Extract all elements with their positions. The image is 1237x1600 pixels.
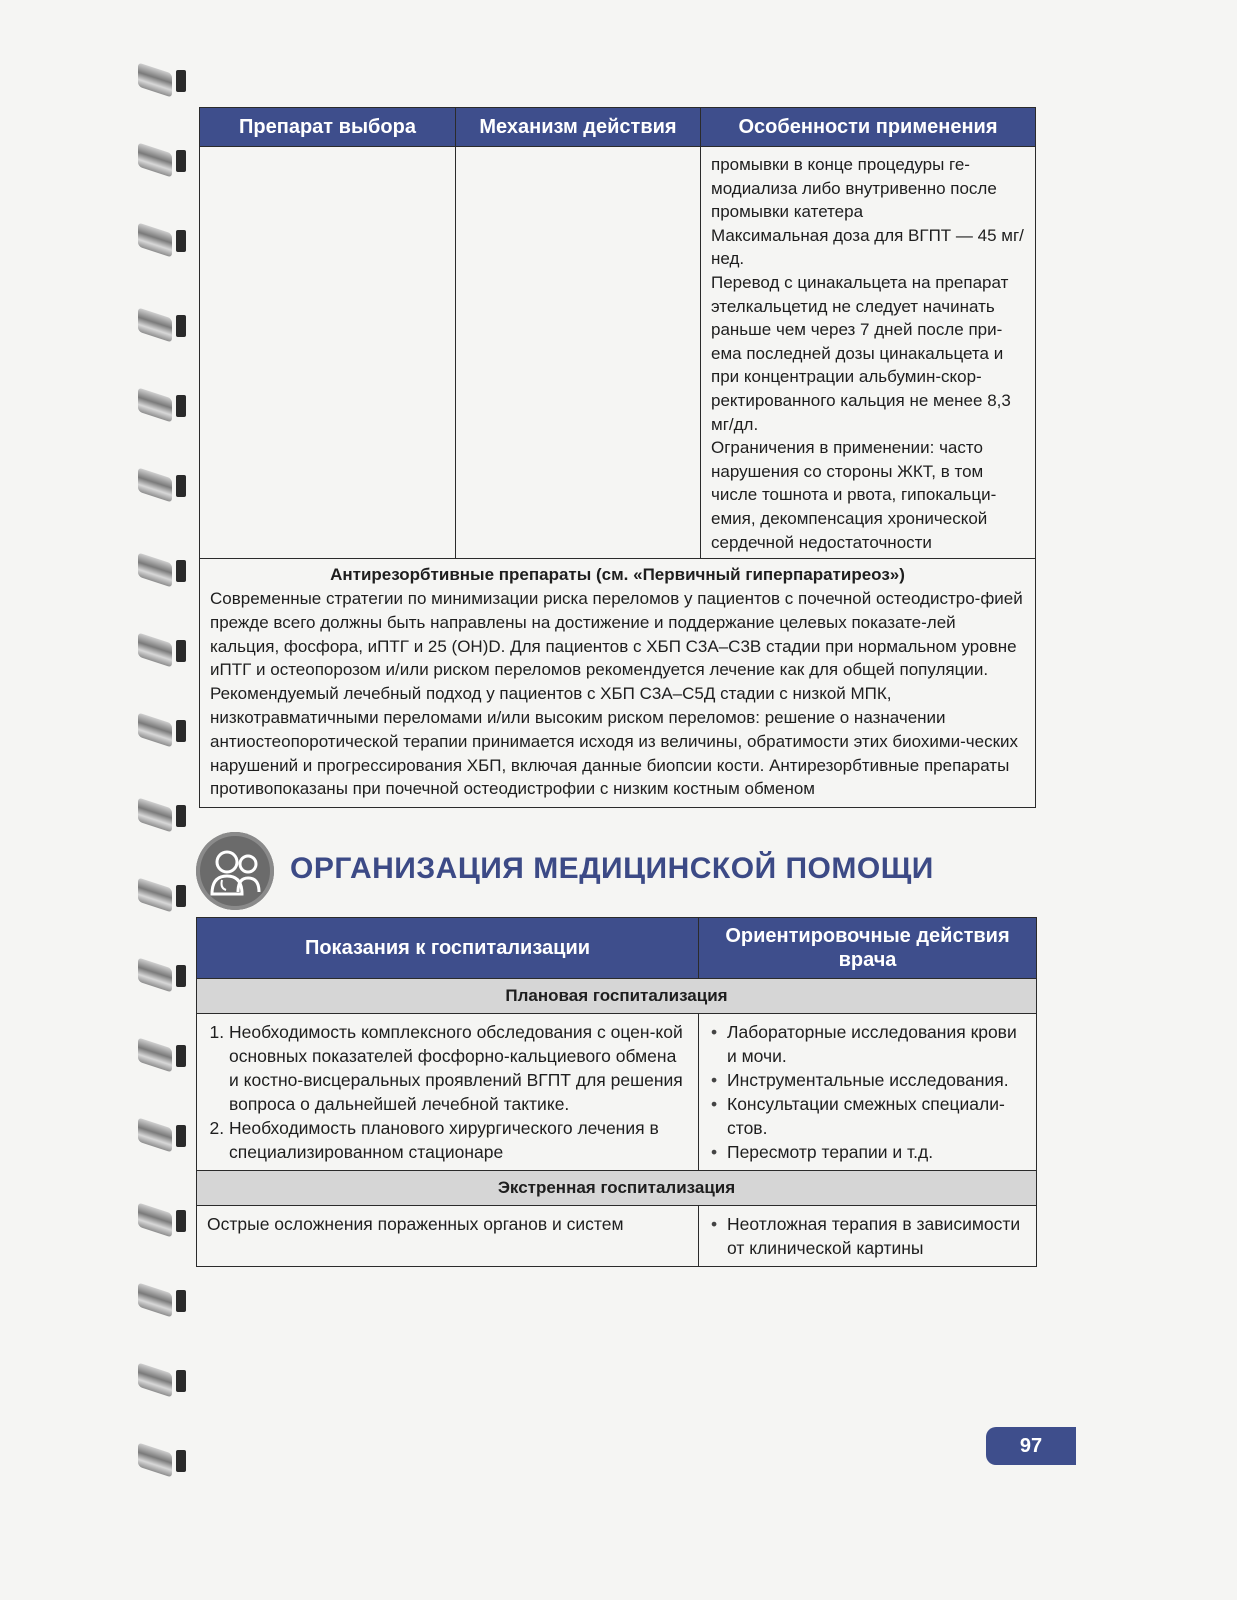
page-number: 97 bbox=[986, 1427, 1076, 1465]
section-heading bbox=[196, 832, 1036, 912]
mechanism-cell-empty bbox=[456, 147, 701, 559]
emergency-actions-cell bbox=[699, 1206, 1037, 1267]
emergency-subheader-row bbox=[197, 1171, 1037, 1206]
list-item: 2. Необходимость планового хирургического лечения в специализированном стационаре bbox=[229, 1116, 688, 1164]
emergency-hospitalization-label: Экстренная госпитализация bbox=[197, 1171, 1037, 1206]
table-row bbox=[200, 147, 1036, 559]
list-item: • Пересмотр терапии и т.д. bbox=[727, 1140, 1026, 1164]
header-drug-of-choice: Препарат выбора bbox=[200, 108, 456, 147]
section-title: ОРГАНИЗАЦИЯ МЕДИЦИНСКОЙ ПОМОЩИ bbox=[290, 852, 934, 885]
list-item: • Неотложная терапия в зависимости от клинической картины bbox=[727, 1212, 1026, 1260]
planned-hospitalization-label: Плановая госпитализация bbox=[197, 979, 1037, 1014]
antiresorptive-block bbox=[200, 559, 1036, 808]
list-item: 1. Необходимость комплексного обследования с оцен-кой основных показателей фосфорно-кальциевого обмена и костно-висцеральных проявлений ВГПТ для решения вопроса о дальнейшей лечебной тактике. bbox=[229, 1020, 688, 1116]
features-paragraph: промывки в конце процедуры ге-модиализа либо внутривенно после промывки катетера bbox=[711, 155, 997, 222]
features-paragraph: Максимальная доза для ВГПТ — 45 мг/нед. bbox=[711, 225, 1024, 269]
antiresorptive-title: Антирезорбтивные препараты (см. «Первичный гиперпаратиреоз») bbox=[330, 565, 905, 585]
features-cell bbox=[701, 147, 1036, 559]
spiral-binding bbox=[134, 60, 190, 1520]
header-indications: Показания к госпитализации bbox=[197, 918, 699, 979]
features-paragraph: Ограничения в применении: часто нарушения со стороны ЖКТ, в том числе тошнота и рвота, гипокальци-емия, декомпенсация хронической сердечной недостаточности bbox=[711, 438, 997, 552]
list-item: • Инструментальные исследования. bbox=[727, 1068, 1026, 1092]
doctors-icon bbox=[196, 832, 274, 910]
drug-table-header-row bbox=[200, 108, 1036, 147]
table-row bbox=[197, 1014, 1037, 1171]
hospitalization-table bbox=[196, 917, 1037, 1267]
table-row bbox=[197, 1206, 1037, 1267]
list-item: • Лабораторные исследования крови и мочи. bbox=[727, 1020, 1026, 1068]
planned-indications-cell bbox=[197, 1014, 699, 1171]
header-features: Особенности применения bbox=[701, 108, 1036, 147]
antiresorptive-text: Современные стратегии по минимизации риска переломов у пациентов с почечной остеодистро-фией прежде всего должны быть направлены на достижение и поддержание целевых показате-лей кальция, фосфора, иПТГ и 25 (OH)D. Для пациентов с ХБП С3А–С3В стадии при нормальном уровне иПТГ и остеопорозом и/или риском переломов рекомендуется лечение как для общей популяции. Рекомендуемый лечебный подход у пациентов с ХБП С3А–С5Д стадии с низкой МПК, низкотравматичными переломами и/или высоким риском переломов: решение о назначении антиостеопоротической терапии принимается исходя из величины, обратимости этих биохими-ческих нарушений и прогрессирования ХБП, включая данные биопсии кости. Антирезорбтивные препараты противопоказаны при почечной остеодистрофии с низким костным обменом bbox=[210, 589, 1023, 799]
table-row bbox=[200, 559, 1036, 808]
header-mechanism: Механизм действия bbox=[456, 108, 701, 147]
drug-table bbox=[199, 107, 1036, 808]
planned-subheader-row bbox=[197, 979, 1037, 1014]
features-paragraph: Перевод с цинакальцета на препарат этелкальцетид не следует начинать раньше чем через 7 дней после при-ема последней дозы цинакальцета и при концентрации альбумин-скор-ректированного кальция не менее 8,3 мг/дл. bbox=[711, 272, 1011, 434]
hospitalization-header-row bbox=[197, 918, 1037, 979]
header-doctor-actions: Ориентировочные действия врача bbox=[699, 918, 1037, 979]
drug-cell-empty bbox=[200, 147, 456, 559]
emergency-indication-cell: Острые осложнения пораженных органов и систем bbox=[197, 1206, 699, 1267]
planned-actions-cell bbox=[699, 1014, 1037, 1171]
list-item: • Консультации смежных специали-стов. bbox=[727, 1092, 1026, 1140]
